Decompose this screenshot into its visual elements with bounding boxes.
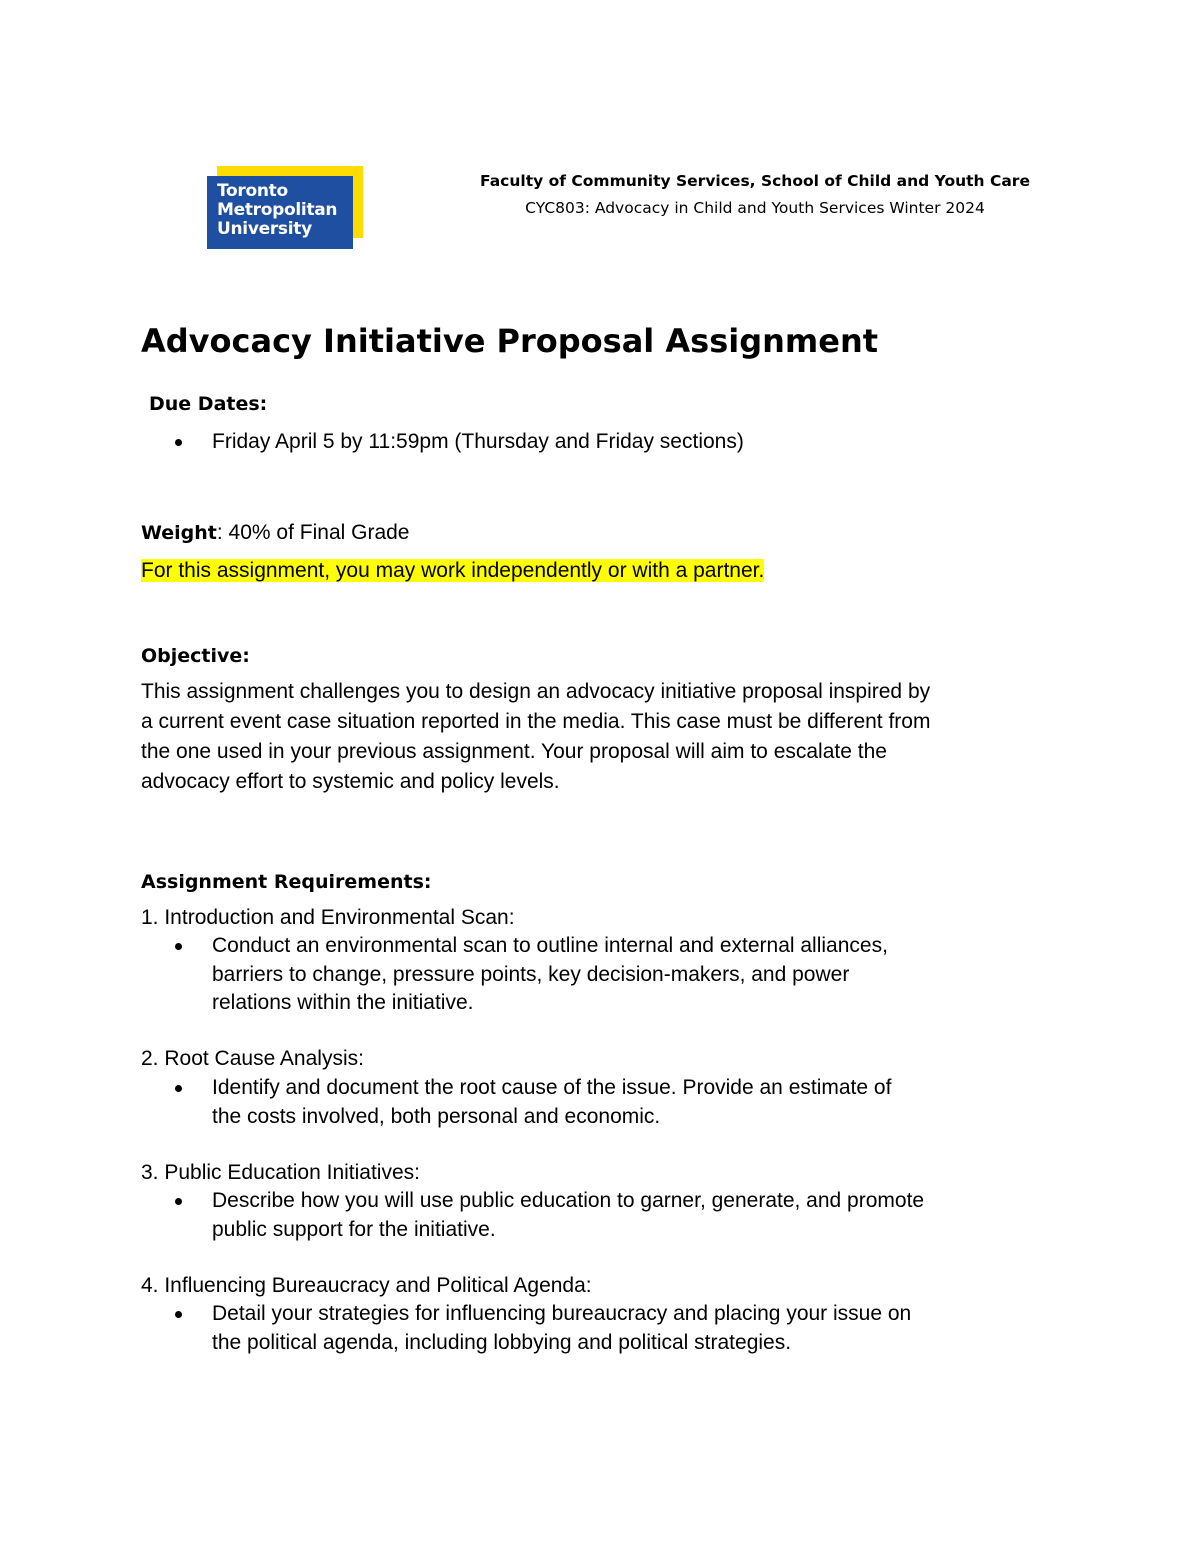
logo-line-3: University: [217, 219, 312, 239]
due-dates-label: Due Dates:: [149, 393, 268, 415]
requirement-heading-3: 3. Public Education Initiatives:: [141, 1161, 420, 1184]
bullet-line: Conduct an environmental scan to outline internal and external alliances,: [212, 934, 888, 957]
bullet-icon: [175, 1085, 182, 1092]
requirement-bullet-text-4: [212, 1300, 1032, 1357]
requirements-label: Assignment Requirements:: [141, 871, 432, 893]
logo-line-1: Toronto: [217, 181, 288, 201]
bullet-line: the political agenda, including lobbying and political strategies.: [212, 1330, 792, 1354]
bullet-line: Detail your strategies for influencing bureaucracy and placing your issue on: [212, 1302, 912, 1325]
bullet-line: Describe how you will use public education to garner, generate, and promote: [212, 1189, 925, 1212]
requirement-heading-4: 4. Influencing Bureaucracy and Political Agenda:: [141, 1274, 592, 1297]
bullet-line: Identify and document the root cause of the issue. Provide an estimate of: [212, 1076, 892, 1099]
course-heading: CYC803: Advocacy in Child and Youth Services Winter 2024: [525, 199, 985, 217]
requirement-bullet-text-1: [212, 932, 1032, 1018]
university-logo: [207, 166, 363, 249]
objective-line: This assignment challenges you to design an advocacy initiative proposal inspired by: [141, 680, 931, 703]
logo-line-2: Metropolitan: [217, 200, 338, 220]
requirement-heading-1: 1. Introduction and Environmental Scan:: [141, 906, 515, 929]
bullet-line: the costs involved, both personal and economic.: [212, 1104, 661, 1128]
partner-note-highlight: For this assignment, you may work independently or with a partner.: [141, 559, 765, 582]
bullet-icon: [175, 1198, 182, 1205]
weight-value: : 40% of Final Grade: [216, 521, 410, 544]
requirement-heading-2: 2. Root Cause Analysis:: [141, 1047, 364, 1070]
logo-wordmark: [207, 176, 353, 249]
bullet-line: barriers to change, pressure points, key decision-makers, and power: [212, 962, 850, 986]
requirement-bullet-text-3: [212, 1187, 1032, 1244]
bullet-icon: [175, 943, 182, 950]
bullet-icon: [175, 1311, 182, 1318]
requirement-bullet-text-2: [212, 1074, 1032, 1131]
objective-line: the one used in your previous assignment. Your proposal will aim to escalate the: [141, 740, 887, 763]
objective-line: a current event case situation reported in the media. This case must be different from: [141, 710, 931, 733]
bullet-line: relations within the initiative.: [212, 991, 474, 1014]
faculty-heading: Faculty of Community Services, School of Child and Youth Care: [480, 172, 1030, 190]
objective-label: Objective:: [141, 645, 250, 667]
weight-label: Weight: [141, 522, 217, 544]
objective-line: advocacy effort to systemic and policy levels.: [141, 770, 560, 793]
due-date-text: Friday April 5 by 11:59pm (Thursday and Friday sections): [212, 430, 744, 453]
bullet-line: public support for the initiative.: [212, 1217, 496, 1241]
objective-paragraph: [141, 677, 1041, 797]
page-title: Advocacy Initiative Proposal Assignment: [141, 322, 879, 360]
partner-note: [141, 556, 764, 586]
weight-line: [141, 518, 410, 548]
bullet-icon: [175, 439, 182, 446]
